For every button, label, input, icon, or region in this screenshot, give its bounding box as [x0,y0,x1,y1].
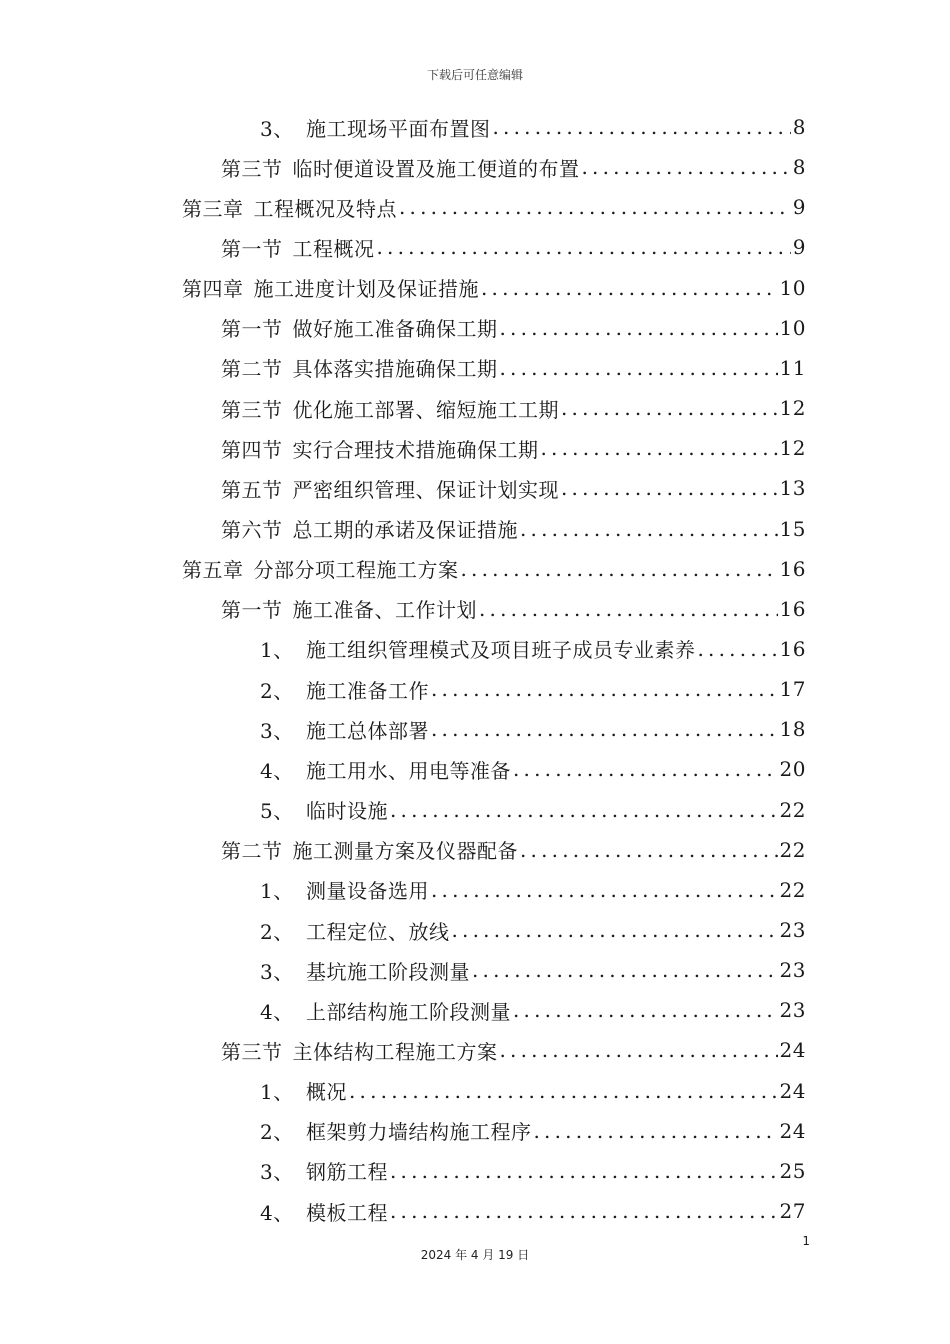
toc-entry-number: 第四节 [221,437,283,462]
toc-entry[interactable] [260,669,806,709]
toc-entry[interactable] [260,870,806,910]
toc-dot-leader [513,998,778,1022]
toc-entry-title: 施工准备工作 [306,678,429,703]
toc-entry-number: 第六节 [221,518,283,542]
toc-dot-leader [349,1079,778,1103]
page-number: 1 [802,1234,810,1248]
toc-entry-number: 1、 [260,638,294,663]
toc-entry[interactable] [221,468,806,508]
toc-entry-title: 工程概况 [292,236,375,261]
toc-entry-page: 12 [779,396,806,421]
toc-entry-title: 上部结构施工阶段测量 [306,999,511,1024]
toc-entry-page: 24 [779,1118,806,1143]
toc-entry-page: 22 [779,837,806,862]
toc-dot-leader [698,637,778,661]
toc-entry-title: 钢筋工程 [306,1160,388,1185]
toc-entry-title: 施工用水、用电等准备 [306,758,511,783]
toc-entry-title: 施工总体部署 [306,718,429,743]
toc-entry[interactable] [260,709,806,749]
toc-entry-page: 23 [779,958,806,983]
toc-dot-leader [431,878,778,902]
toc-entry-number: 第二节 [221,357,283,382]
toc-dot-leader [390,1199,778,1223]
toc-entry-number: 3、 [260,718,294,743]
toc-entry-page: 9 [792,195,806,220]
toc-entry-page: 23 [779,918,806,942]
header-note: 下载后可任意编辑 [426,68,523,82]
toc-entry-number: 第三节 [221,397,283,422]
toc-entry-number: 4、 [260,1200,294,1225]
toc-entry[interactable] [260,1111,806,1151]
toc-entry-title: 施工现场平面布置图 [306,116,491,141]
toc-entry-page: 17 [779,677,806,702]
toc-entry-page: 15 [779,516,806,541]
toc-entry-page: 25 [779,1158,806,1183]
toc-entry[interactable] [182,268,806,308]
toc-entry-title: 实行合理技术措施确保工期 [292,437,539,462]
toc-dot-leader [461,557,778,581]
toc-entry-page: 8 [792,115,806,139]
toc-entry-title: 施工进度计划及保证措施 [253,277,479,302]
toc-entry[interactable] [221,308,806,348]
toc-entry-page: 20 [779,757,806,782]
toc-entry[interactable] [221,147,806,187]
toc-entry[interactable] [260,910,806,950]
toc-dot-leader [377,235,791,259]
toc-entry-title: 优化施工部署、缩短施工工期 [292,397,559,422]
toc-entry-page: 27 [779,1199,806,1224]
toc-dot-leader [561,476,778,500]
toc-dot-leader [431,677,778,701]
toc-entry[interactable] [182,549,806,589]
toc-entry-number: 3、 [260,1160,294,1185]
toc-entry-number: 第三节 [221,156,283,181]
toc-dot-leader [500,316,778,340]
toc-entry-number: 3、 [260,959,294,984]
toc-dot-leader [493,115,791,139]
toc-entry-title: 具体落实措施确保工期 [292,357,498,382]
toc-entry-number: 4、 [260,758,294,783]
toc-dot-leader [561,396,778,420]
toc-entry[interactable] [221,428,806,468]
toc-entry[interactable] [221,509,806,549]
toc-dot-leader [431,717,778,741]
toc-entry-page: 8 [792,155,806,180]
toc-entry[interactable] [260,1071,806,1111]
toc-entry-page: 12 [779,436,806,461]
toc-entry-title: 施工准备、工作计划 [292,598,477,623]
toc-entry-page: 22 [779,877,806,902]
toc-dot-leader [541,436,778,460]
toc-dot-leader [500,356,778,380]
toc-entry-title: 工程定位、放线 [306,919,450,944]
toc-dot-leader [520,838,778,862]
toc-entry-page: 24 [779,1078,806,1103]
toc-entry-title: 施工测量方案及仪器配备 [292,839,518,864]
toc-entry-title: 工程概况及特点 [253,196,397,221]
toc-dot-leader [479,597,778,621]
toc-entry-page: 16 [779,636,806,661]
toc-entry-page: 13 [779,476,806,501]
toc-entry-number: 2、 [260,678,294,703]
toc-entry-page: 18 [779,717,806,742]
toc-entry[interactable] [260,790,806,830]
toc-entry-page: 24 [779,1038,806,1063]
toc-dot-leader [399,195,791,219]
toc-dot-leader [390,1159,778,1183]
toc-entry-title: 严密组织管理、保证计划实现 [292,477,559,502]
toc-entry-number: 第三章 [182,196,244,221]
toc-entry[interactable] [260,1151,806,1191]
toc-entry-number: 1、 [260,1080,294,1105]
toc-dot-leader [481,276,778,300]
toc-entry-page: 22 [779,797,806,822]
toc-entry[interactable] [221,388,806,428]
toc-entry-number: 第五节 [221,477,283,502]
toc-entry[interactable] [260,629,806,669]
toc-entry-number: 5、 [260,799,294,824]
toc-entry-number: 第四章 [182,277,244,302]
toc-entry-title: 概况 [306,1080,347,1105]
toc-entry-page: 16 [779,556,806,581]
toc-dot-leader [513,757,778,781]
toc-entry[interactable] [260,107,806,147]
toc-dot-leader [500,1038,778,1062]
toc-dot-leader [452,918,778,942]
toc-entry-title: 分部分项工程施工方案 [253,558,459,583]
toc-dot-leader [582,155,791,179]
toc-entry-page: 23 [779,998,806,1023]
toc-entry-title: 模板工程 [306,1200,388,1225]
toc-dot-leader [390,798,778,822]
toc-entry-title: 临时设施 [306,799,388,824]
toc-entry[interactable] [221,830,806,870]
toc-dot-leader [534,1119,778,1143]
toc-entry-number: 3、 [260,116,294,141]
toc-entry-page: 16 [779,596,806,621]
toc-entry[interactable] [260,1191,806,1231]
toc-entry[interactable] [221,589,806,629]
toc-entry-title: 主体结构工程施工方案 [292,1039,498,1064]
toc-dot-leader [472,958,778,982]
footer-date: 2024 年 4 月 19 日 [420,1248,530,1262]
toc-entry-number: 1、 [260,879,294,904]
toc-entry-number: 第一节 [221,317,283,342]
toc-entry-title: 施工组织管理模式及项目班子成员专业素养 [306,638,696,663]
toc-entry-number: 第二节 [221,839,283,864]
toc-dot-leader [520,517,778,541]
toc-entry-title: 基坑施工阶段测量 [306,959,470,984]
toc-entry-number: 第一节 [221,236,283,261]
toc-entry-page: 10 [779,275,806,300]
toc-entry-number: 2、 [260,1120,294,1145]
toc-entry-page: 9 [792,235,806,260]
toc-entry-page: 10 [779,315,806,340]
toc-entry[interactable] [260,950,806,990]
toc-entry-title: 总工期的承诺及保证措施 [292,518,518,542]
toc-entry[interactable] [182,187,806,227]
toc-entry[interactable] [260,749,806,789]
toc-entry[interactable] [260,990,806,1030]
toc-entry-title: 做好施工准备确保工期 [292,317,498,342]
toc-entry-title: 框架剪力墙结构施工程序 [306,1120,532,1145]
toc-entry-title: 临时便道设置及施工便道的布置 [292,156,580,181]
toc-entry[interactable] [221,227,806,267]
toc-entry-page: 11 [779,355,806,380]
toc-entry[interactable] [221,1030,806,1070]
toc-entry-number: 第一节 [221,598,283,623]
toc-entry-number: 2、 [260,919,294,944]
toc-entry-number: 4、 [260,999,294,1024]
toc-entry-title: 测量设备选用 [306,879,429,904]
toc-entry[interactable] [221,348,806,388]
toc-entry-number: 第五章 [182,558,244,583]
toc-entry-number: 第三节 [221,1039,283,1064]
